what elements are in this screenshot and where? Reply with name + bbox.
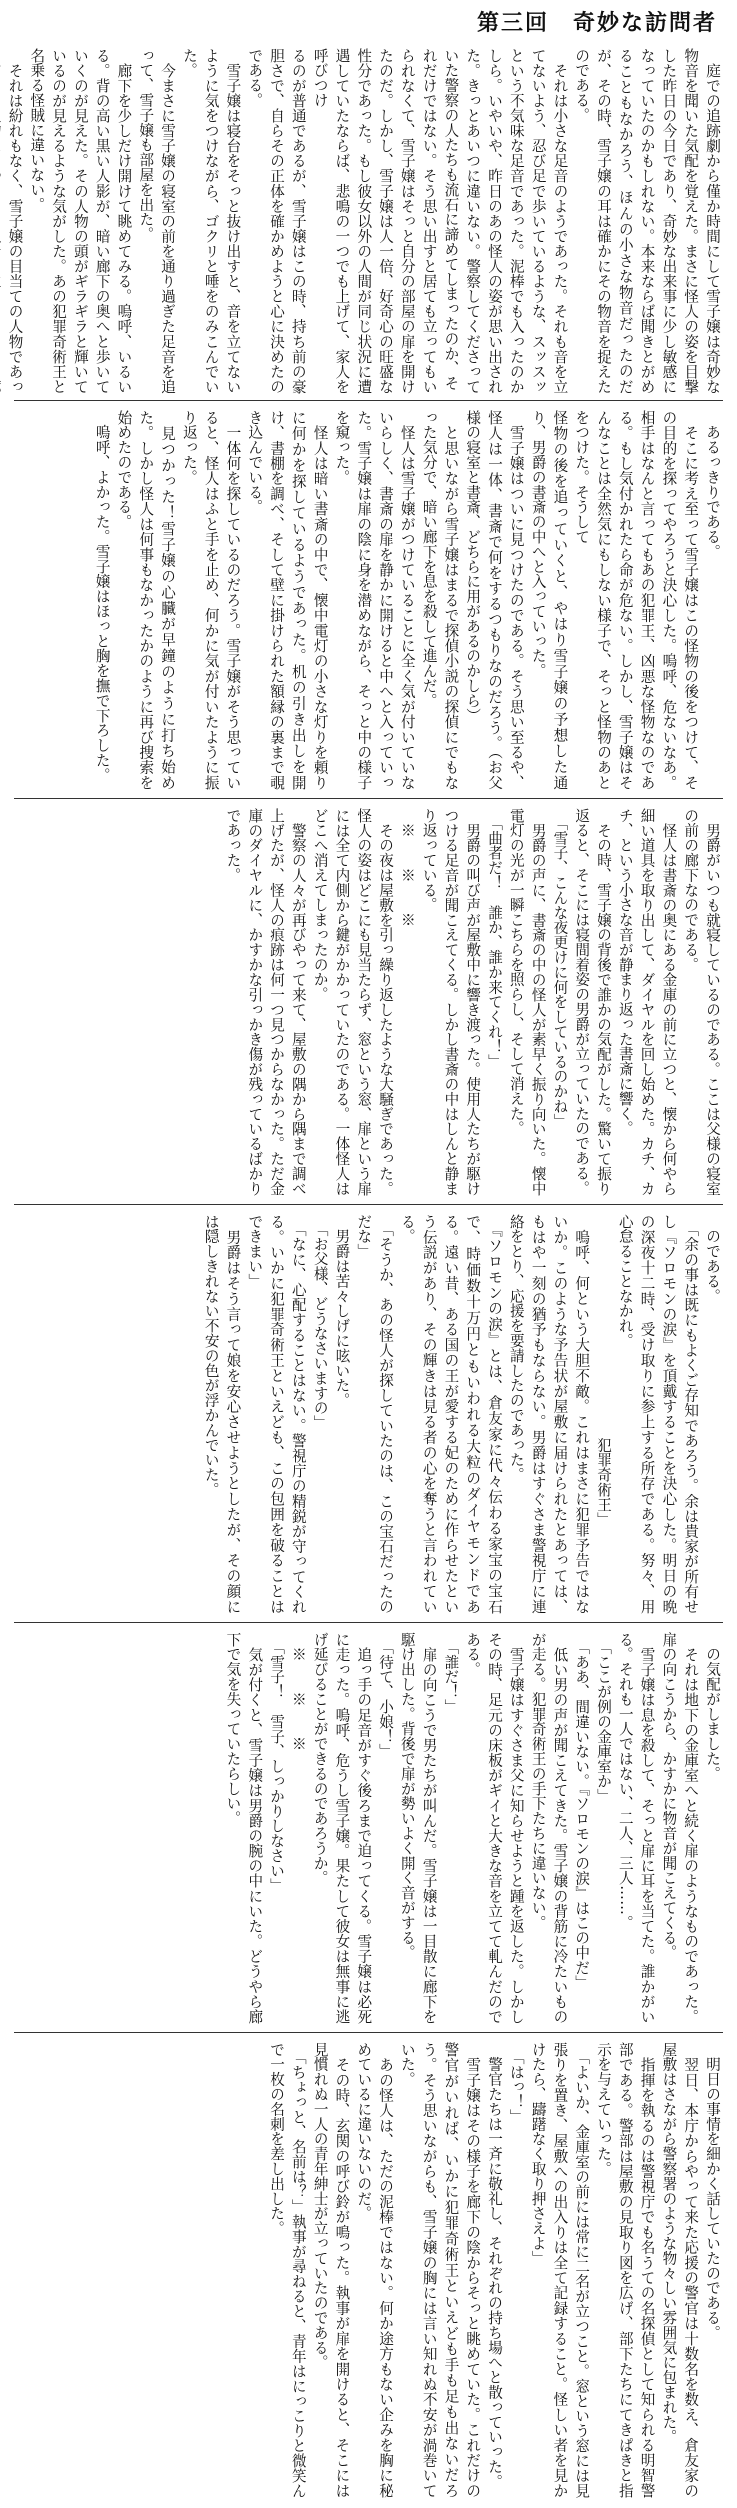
text-band-6	[14, 2042, 723, 2498]
band-divider	[14, 1204, 723, 1205]
text-band-3	[14, 808, 723, 1196]
chapter-title: 第三回 奇妙な訪問者	[476, 11, 717, 36]
band-text: の気配がしました。 それは地下の金庫室へと続く扉のようなものであった。扉の向こうから、かすかに物音が聞こえてくる。 雪子嬢は息を殺して、そっと扉に耳を当てた。誰かがいる。それも一人ではない、二人、三人……。 「ここが例の金庫室か」 「ああ、間違いない。『ソロモンの涙』はこの中だ」 低い男の声が聞こえてきた。雪子嬢の背筋に冷たいものが走る。犯罪奇術王の手下たちに違いない。 雪子嬢はすぐさま父に知らせようと踵を返した。しかしその時、足元の床板がギイと大きな音を立てて軋んだのである。 「誰だ！」 扉の向こうで男たちが叫んだ。雪子嬢は一目散に廊下を駆け出した。背後で扉が勢いよく開く音がする。 「待て、小娘！」 追っ手の足音がすぐ後ろまで迫ってくる。雪子嬢は必死に走った。嗚呼、危うし雪子嬢。果たして彼女は無事に逃げ延びることができるのであろうか。 ※ ※ ※ 「雪子！ 雪子、しっかりしなさい」 気が付くと、雪子嬢は男爵の腕の中にいた。どうやら廊下で気を失っていたらしい。	[224, 1632, 721, 2024]
band-text: 明日の事情を細かく話していたのである。 翌日、本庁からやって来た応援の警官は十数名を数え、倉友家の屋敷はさながら警察署のような物々しい雰囲気に包まれた。 指揮を執るのは警視庁でも名うての名探偵として知られる明智警部である。警部は屋敷の見取り図を広げ、部下たちにてきぱきと指示を与えていった。 「よいか、金庫室の前には常に二名が立つこと。窓という窓には見張りを置き、屋敷への出入りは全て記録すること。怪しい者を見かけたら、躊躇なく取り押さえよ」 「はっ！」 警官たちは一斉に敬礼し、それぞれの持ち場へと散っていった。 雪子嬢はその様子を廊下の陰からそっと眺めていた。これだけの警官がいれば、いかに犯罪奇術王といえども手も足も出ないだろう。そう思いながらも、雪子嬢の胸には言い知れぬ不安が渦巻いていた。 あの怪人は、ただの泥棒ではない。何か途方もない企みを胸に秘めているに違いないのだ。 その時、玄関の呼び鈴が鳴った。執事が扉を開けると、そこには見慣れぬ一人の青年紳士が立っていたのである。 「ちょっと、名前は？」執事が尋ねると、青年はにっこりと微笑んで一枚の名刺を差し出した。	[268, 2042, 721, 2498]
text-band-5	[14, 1632, 723, 2024]
band-text: 庭での追跡劇から僅か時間にして雪子嬢は奇妙な物音を聞いた気配を覚えた。まさに怪人の姿を目撃した昨日の今日であり、奇妙な出来事に少し敏感になっていたのかもしれない。本来ならば聞きとがめることもなかろう、ほんの小さな物音だったのだが、その時、雪子嬢の耳は確かにその物音を捉えたのである。 それは小さな足音のようであった。それも音を立てないよう、忍び足で歩いているような、スッスッという不気味な足音であった。泥棒でも入ったのかしら。いやいや、昨日のあの怪人の姿が思い出された。きっとあいつに違いない。警察してくださっていた警察の人たちも流石に諦めてしまったのか、そ れだけではない。そう思い出すと居ても立ってもいられなくて、雪子嬢はそっと自分の部屋の扉を開けたのだ。しかし、雪子嬢は人一倍、好奇心の旺盛な性分であった。もし彼女以外の人間が同じ状況に遭遇していたならば、悲鳴の一つでも上げて、家人を呼びつけ るのが普通であるが、雪子嬢はこの時、持ち前の豪胆さで、自らその正体を確かめようと心に決めたのである。 雪子嬢は寝台をそっと抜け出すと、音を立てないように気をつけながら、ゴクリと唾をのみこんでいた。 今まさに雪子嬢の寝室の前を通り過ぎた足音を追って、雪子嬢も部屋を出た。 廊下を少しだけ開けて眺めてみる。嗚呼、いるいる。背の高い黒い人影が、暗い廊下の奥へと歩いていくのが見えた。その人物の頭がギラギラと輝いているのが見えるような気がした。あの犯罪奇術王と名乗る怪賊に違いない。 それは紛れもなく、雪子嬢の目当ての人物であっ	[6, 48, 721, 394]
band-text: 男爵がいつも就寝しているのである。ここは父様の寝室の前の廊下なのである。 怪人は書斎の奥にある金庫の前に立つと、懐から何やら細い道具を取り出して、ダイヤルを回し始めた。カチ、カチ、という小さな音が静まり返った書斎に響く。 その時、雪子嬢の背後で誰かの気配がした。驚いて振り返ると、そこには寝間着姿の男爵が立っていたのである。 「雪子、こんな夜更けに何をしているのかね」 男爵の声に、書斎の中の怪人が素早く振り向いた。懐中電灯の光が一瞬こちらを照らし、そして消えた。 「曲者だ！ 誰か、誰か来てくれ！」 男爵の叫び声が屋敷中に響き渡った。使用人たちが駆けつける足音が聞こえてくる。しかし書斎の中はしんと静まり返っている。 ※ ※ ※ その夜は屋敷を引っ繰り返したような大騒ぎであった。怪人の姿はどこにも見当たらず、窓という窓、扉という扉には全て内側から鍵がかかっていたのである。一体怪人はどこへ消えてしまったのか。 警察の人々が再びやって来て、屋敷の隅から隅まで調べ上げたが、怪人の痕跡は何一つ見つからなかった。ただ金庫のダイヤルに、かすかな引っかき傷が残っているばかりであった。	[224, 808, 721, 1196]
band-divider	[14, 1622, 723, 1623]
band-text: のである。 「余の事は既にもよくご存知であろう。余は貴家が所有せし『ソロモンの涙』を頂戴することを決心した。明日の晩の深夜十二時、受け取りに参上する所存である。努々、用心怠ることなかれ。 犯罪奇術王」 嗚呼、何という大胆不敵。これはまさに犯罪予告ではないか。このような予告状が屋敷に届けられたとあっては、もはや一刻の猶予もならない。男爵はすぐさま警視庁に連絡をとり、応援を要請したのであった。 『ソロモンの涙』とは、倉友家に代々伝わる家宝の宝石で、時価数十万円ともいわれる大粒のダイヤモンドである。遠い昔、ある国の王が愛する妃のために作らせたという伝説があり、その輝きは見る者の心を奪うと言われている。 「そうか、あの怪人が探していたのは、この宝石だったのだな」 男爵は苦々しげに呟いた。 「お父様、どうなさいますの」 「なに、心配することはない。警視庁の精鋭が守ってくれる。いかに犯罪奇術王といえども、この包囲を破ることはできまい」 男爵はそう言って娘を安心させようとしたが、その顔には隠しきれない不安の色が浮かんでいた。	[202, 1214, 721, 1614]
band-divider	[14, 798, 723, 799]
text-band-2	[14, 410, 723, 790]
text-band-1	[6, 48, 723, 394]
band-divider	[14, 400, 723, 401]
page-header	[0, 0, 737, 46]
band-text: あるっきりである。 そこに考え至って雪子嬢はこの怪物の後をつけて、その目的を探ってやろうと決心した。嗚呼、危ないなあ。相手はなんと言ってもあの犯罪王、凶悪な怪物なのである。もし気付かれたら命が危ない。しかし、雪子嬢はそんなことは全然気にもしない様子で、そっと怪物のあとをつけた。そうして 怪物の後を追っていくと、やはり雪子嬢の予想した通り、男爵の書斎の中へと入っていった。 雪子嬢はついに見つけたのである。そう思い至るや、怪人は一体、書斎で何をするつもりなのだろう。（お父様の寝室と書斎、どちらに用があるのかしら） と思いながら雪子嬢はまるで探偵小説の探偵にでもなった気分で、暗い廊下を息を殺して進んだ。 怪人は雪子嬢がつけていることに全く気が付いていないらしく、書斎の扉を静かに開けると中へと入っていった。雪子嬢は扉の陰に身を潜めながら、そっと中の様子を窺った。 怪人は暗い書斎の中で、懐中電灯の小さな灯りを頼りに何かを探しているようであった。机の引き出しを開け、書棚を調べ、そして壁に掛けられた額縁の裏まで覗き込んでいる。 一体何を探しているのだろう。雪子嬢がそう思っていると、怪人はふと手を止め、何かに気が付いたように振り返った。 見つかった！雪子嬢の心臓が早鐘のように打ち始めた。しかし怪人は何事もなかったかのように再び捜索を始めたのである。 嗚呼、よかった。雪子嬢はほっと胸を撫で下ろした。	[93, 410, 721, 790]
band-divider	[14, 2032, 723, 2033]
text-band-4	[14, 1214, 723, 1614]
